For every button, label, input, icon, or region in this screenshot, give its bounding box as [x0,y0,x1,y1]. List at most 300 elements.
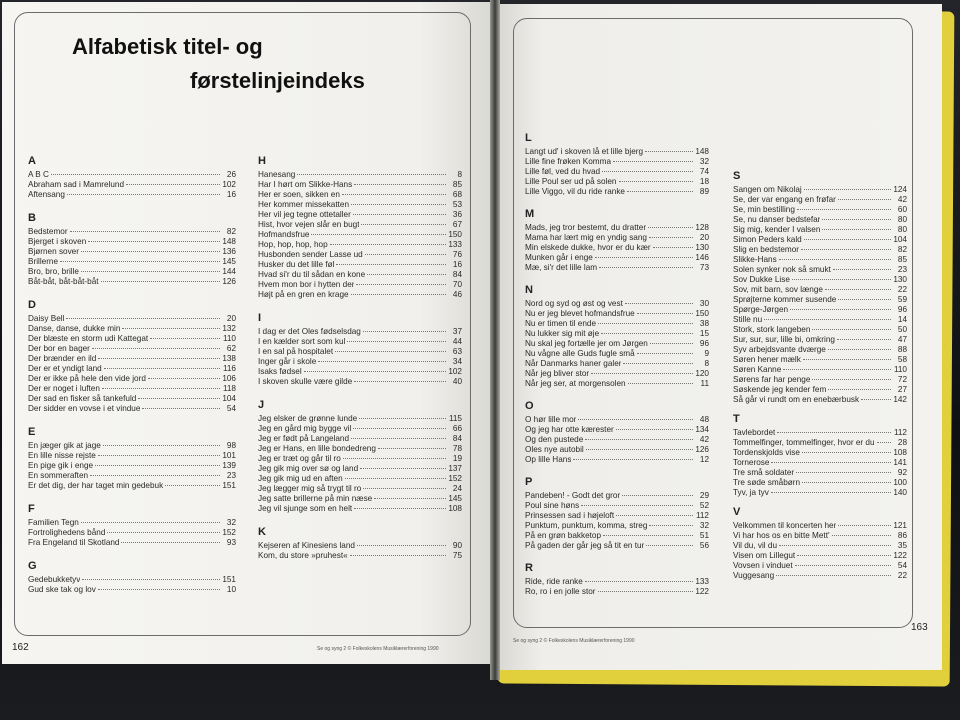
entry-page-number: 23 [897,265,907,274]
dot-leader [81,251,220,252]
entry-page-number: 145 [448,494,462,503]
dot-leader [648,227,693,228]
entry-title: Tommelfinger, tommelfinger, hvor er du [733,438,875,447]
entry-title: En jæger gik at jage [28,441,101,450]
entry-title: Nord og syd og øst og vest [525,299,623,308]
dot-leader [619,181,694,182]
entry-title: Hvem mon bor i hytten der [258,280,355,289]
entry-page-number: 48 [699,415,709,424]
index-entry [258,444,462,454]
index-entry [258,260,462,270]
entry-title: Jeg er født på Langeland [258,434,350,443]
index-entry [28,461,236,471]
index-entry [28,451,236,461]
entry-page-number: 37 [452,327,462,336]
entry-title: Jeg gik mig ud en aften [258,474,343,483]
section-letter: I [258,312,262,324]
dot-leader [363,331,446,332]
dot-leader [122,328,220,329]
dot-leader [637,313,693,314]
index-entry [733,551,907,561]
entry-title: Punktum, punktum, komma, streg [525,521,648,530]
dot-leader [98,455,220,456]
entry-title: Tre små soldater [733,468,795,477]
section-letter: P [525,476,533,488]
dot-leader [353,428,446,429]
index-entry [733,325,907,335]
index-entry [525,309,709,319]
entry-page-number: 32 [699,157,709,166]
entry-title: Tavlebordet [733,428,776,437]
entry-title: Der er ikke på hele den vide jord [28,374,146,383]
dot-leader [650,343,693,344]
entry-title: Brillerne [28,257,59,266]
dot-leader [616,515,693,516]
entry-page-number: 51 [699,531,709,540]
entry-page-number: 102 [448,367,462,376]
index-section-v [733,506,907,581]
entry-page-number: 150 [695,309,709,318]
entry-title: Kejseren af Kinesiens land [258,541,355,550]
index-entry [28,190,236,200]
entry-title: Bjerget i skoven [28,237,87,246]
entry-title: I dag er det Oles fødselsdag [258,327,361,336]
entry-page-number: 98 [226,441,236,450]
entry-title: Se, min bestilling [733,205,795,214]
dot-leader [601,333,693,334]
index-section-i [258,312,462,387]
dot-leader [98,589,220,590]
entry-title: Sprøjterne kommer susende [733,295,837,304]
index-entry [28,364,236,374]
dot-leader [102,388,220,389]
dot-leader [779,259,891,260]
section-letter: J [258,399,265,411]
entry-title: Nu lukker sig mit øje [525,329,600,338]
dot-leader [777,432,891,433]
index-entry [525,435,709,445]
index-section-f [28,503,236,548]
index-entry [525,167,709,177]
entry-title: Husbonden sender Lasse ud [258,250,363,259]
dot-leader [573,459,693,460]
dot-leader [828,349,891,350]
dot-leader [833,269,891,270]
dot-leader [602,171,693,172]
index-section-e [28,426,236,491]
dot-leader [343,458,446,459]
dot-leader [771,492,891,493]
index-entry [258,414,462,424]
section-letter: A [28,155,36,167]
dot-leader [625,303,693,304]
dot-leader [360,468,446,469]
entry-page-number: 56 [699,541,709,550]
index-entry [258,250,462,260]
index-entry [28,180,236,190]
index-entry [258,190,462,200]
entry-page-number: 74 [699,167,709,176]
entry-page-number: 11 [700,379,709,388]
entry-title: I skoven skulle være gilde [258,377,353,386]
index-entry [733,521,907,531]
dot-leader [812,329,891,330]
dot-leader [165,485,220,486]
right-index-column-1 [525,132,709,597]
section-letter: E [28,426,36,438]
index-title-line2: førstelinjeindeks [190,68,365,93]
entry-title: Inger går i skole [258,357,317,366]
index-entry [28,334,236,344]
index-entry [525,511,709,521]
right-page [497,4,942,670]
index-entry [28,227,236,237]
entry-title: Nu skal jeg fortælle jer om Jørgen [525,339,648,348]
index-section-m [525,208,709,273]
dot-leader [803,359,891,360]
index-entry [733,365,907,375]
entry-page-number: 16 [226,190,236,199]
entry-page-number: 9 [704,349,709,358]
section-letter: R [525,562,533,574]
dot-leader [591,373,693,374]
entry-title: Oles nye autobil [525,445,584,454]
dot-leader [374,498,446,499]
entry-page-number: 18 [699,177,709,186]
dot-leader [613,161,693,162]
index-entry [525,253,709,263]
index-entry [733,315,907,325]
entry-page-number: 118 [222,384,236,393]
entry-title: Hofmandsfrue [258,230,310,239]
index-section-r [525,562,709,597]
index-entry [525,329,709,339]
entry-title: Der sad en fisker så tankefuld [28,394,137,403]
dot-leader [623,363,693,364]
entry-page-number: 136 [222,247,236,256]
entry-page-number: 20 [226,314,236,323]
entry-page-number: 140 [893,488,907,497]
index-entry [28,538,236,548]
index-entry [28,518,236,528]
entry-title: Når jeg ser, at morgensolen [525,379,626,388]
dot-leader [585,439,693,440]
index-entry [733,225,907,235]
dot-leader [603,535,693,536]
index-entry [525,415,709,425]
dot-leader [622,495,693,496]
dot-leader [95,465,220,466]
entry-page-number: 145 [222,257,236,266]
entry-page-number: 104 [893,235,907,244]
entry-page-number: 75 [452,551,462,560]
entry-title: Tre søde småbørn [733,478,801,487]
entry-page-number: 116 [222,364,236,373]
dot-leader [646,545,693,546]
entry-title: Pandeben! - Godt det gror [525,491,621,500]
dot-leader [345,478,446,479]
entry-page-number: 88 [897,345,907,354]
index-entry [28,384,236,394]
index-entry [733,245,907,255]
dot-leader [350,555,446,556]
entry-page-number: 63 [452,347,462,356]
dot-leader [304,371,446,372]
entry-page-number: 15 [699,329,709,338]
section-letter: L [525,132,532,144]
index-entry [258,377,462,387]
dot-leader [595,257,693,258]
dot-leader [838,525,891,526]
dot-leader [581,505,693,506]
dot-leader [599,267,693,268]
entry-title: I en sal på hospitalet [258,347,334,356]
section-letter: G [28,560,37,572]
index-entry [258,551,462,561]
dot-leader [66,318,220,319]
dot-leader [335,351,446,352]
index-entry [258,337,462,347]
index-section-h [258,155,462,300]
entry-page-number: 102 [222,180,236,189]
dot-leader [142,408,220,409]
entry-title: Danse, danse, dukke min [28,324,121,333]
entry-page-number: 100 [893,478,907,487]
index-entry [28,247,236,257]
dot-leader [796,472,891,473]
entry-page-number: 34 [452,357,462,366]
entry-title: Og den pustede [525,435,584,444]
entry-title: En lille nisse rejste [28,451,96,460]
entry-title: Bro, bro, brille [28,267,79,276]
entry-title: Langt ud' i skoven lå et lille bjerg [525,147,644,156]
entry-page-number: 47 [897,335,907,344]
dot-leader [649,237,693,238]
index-entry [258,504,462,514]
index-entry [733,335,907,345]
dot-leader [804,239,891,240]
entry-title: Jeg er træt og går til ro [258,454,341,463]
index-entry [258,230,462,240]
entry-page-number: 115 [448,414,462,423]
dot-leader [783,369,891,370]
dot-leader [616,429,693,430]
dot-leader [138,398,220,399]
index-entry [525,233,709,243]
index-section-n [525,284,709,389]
index-entry [525,147,709,157]
index-entry [258,220,462,230]
index-title-line1: Alfabetisk titel- og [72,34,263,59]
entry-page-number: 133 [695,577,709,586]
index-entry [258,541,462,551]
entry-page-number: 26 [226,170,236,179]
index-entry [525,521,709,531]
entry-title: Så går vi rundt om en enebærbusk [733,395,860,404]
entry-title: Tornerose [733,458,770,467]
entry-page-number: 112 [695,511,709,520]
entry-page-number: 110 [222,334,236,343]
dot-leader [361,224,446,225]
entry-title: Båt-båt, båt-båt-båt [28,277,99,286]
entry-title: Højt på en gren en krage [258,290,349,299]
entry-page-number: 50 [897,325,907,334]
index-entry [733,265,907,275]
dot-leader [812,379,891,380]
entry-page-number: 92 [897,468,907,477]
book-spine [490,0,500,680]
index-entry [525,243,709,253]
entry-title: Mæ, si'r det lille lam [525,263,598,272]
dot-leader [598,591,693,592]
section-letter: H [258,155,266,167]
page-number: 162 [12,642,29,653]
index-entry [733,428,907,438]
index-entry [733,561,907,571]
entry-title: Søren Kanne [733,365,782,374]
index-entry [258,210,462,220]
section-letter: T [733,413,740,425]
entry-title: Abraham sad i Mamrelund [28,180,125,189]
index-entry [733,255,907,265]
dot-leader [347,341,446,342]
entry-page-number: 19 [452,454,462,463]
entry-title: Ride, ride ranke [525,577,583,586]
entry-title: På en grøn bakketop [525,531,602,540]
entry-page-number: 32 [699,521,709,530]
entry-title: Min elskede dukke, hvor er du kær [525,243,651,252]
entry-page-number: 66 [452,424,462,433]
entry-title: Simon Peders kald [733,235,802,244]
entry-title: Sig mig, kender I valsen [733,225,821,234]
entry-title: Fortrolighedens bånd [28,528,106,537]
entry-page-number: 82 [226,227,236,236]
entry-page-number: 28 [897,438,907,447]
dot-leader [801,249,891,250]
index-entry [525,491,709,501]
entry-title: Sangen om Nikolaj [733,185,802,194]
dot-leader [351,204,446,205]
left-page [2,2,493,664]
index-entry [28,257,236,267]
entry-title: Tordenskjolds vise [733,448,800,457]
entry-title: Gud ske tak og lov [28,585,96,594]
section-letter: M [525,208,535,220]
entry-page-number: 22 [897,571,907,580]
entry-title: På gaden der går jeg så tit en tur [525,541,645,550]
index-entry [525,425,709,435]
entry-title: Her kommer missekatten [258,200,349,209]
entry-title: Familien Tegn [28,518,79,527]
index-section-s [733,170,907,405]
entry-page-number: 108 [893,448,907,457]
entry-title: Sørens far har penge [733,375,811,384]
index-entry [525,577,709,587]
entry-page-number: 54 [897,561,907,570]
index-entry [28,575,236,585]
index-section-a [28,155,236,200]
dot-leader [822,219,891,220]
entry-page-number: 84 [452,270,462,279]
dot-leader [88,241,220,242]
index-entry [258,474,462,484]
section-letter: D [28,299,36,311]
dot-leader [825,289,891,290]
section-letter: K [258,526,266,538]
entry-page-number: 53 [452,200,462,209]
entry-page-number: 106 [222,374,236,383]
dot-leader [354,184,446,185]
entry-page-number: 148 [222,237,236,246]
entry-title: Slig en bedstemor [733,245,799,254]
entry-title: Lille fine frøken Komma [525,157,612,166]
entry-page-number: 90 [452,541,462,550]
entry-title: Bedstemor [28,227,68,236]
entry-title: Hanesang [258,170,296,179]
entry-title: Lille Viggo, vil du ride ranke [525,187,625,196]
entry-page-number: 151 [222,575,236,584]
entry-page-number: 36 [452,210,462,219]
index-entry [258,280,462,290]
entry-title: Jeg satte brillerne på min næse [258,494,373,503]
index-entry [525,319,709,329]
index-entry [28,324,236,334]
entry-title: Daisy Bell [28,314,65,323]
entry-page-number: 40 [452,377,462,386]
index-entry [525,587,709,597]
entry-page-number: 146 [695,253,709,262]
entry-title: Vovsen i vinduet [733,561,793,570]
entry-title: Poul sine høns [525,501,580,510]
entry-page-number: 151 [222,481,236,490]
index-entry [28,585,236,595]
index-entry [733,438,907,448]
entry-title: Munken går i enge [525,253,593,262]
index-entry [258,494,462,504]
dot-leader [779,545,891,546]
index-entry [258,327,462,337]
dot-leader [838,299,891,300]
index-entry [525,223,709,233]
dot-leader [363,488,446,489]
dot-leader [126,184,220,185]
index-entry [258,180,462,190]
index-entry [28,267,236,277]
entry-title: Har I hørt om Slikke-Hans [258,180,353,189]
entry-title: Gedebukketyv [28,575,81,584]
dot-leader [359,418,446,419]
entry-title: Se, der var engang en frøfar [733,195,836,204]
entry-page-number: 35 [897,541,907,550]
entry-page-number: 78 [452,444,462,453]
entry-page-number: 124 [893,185,907,194]
entry-title: Bjørnen sover [28,247,79,256]
entry-page-number: 120 [695,369,709,378]
dot-leader [356,284,446,285]
index-entry [258,200,462,210]
entry-page-number: 38 [699,319,709,328]
dot-leader [365,254,446,255]
entry-page-number: 142 [893,395,907,404]
entry-page-number: 112 [893,428,907,437]
index-entry [258,270,462,280]
entry-title: Fra Engeland til Skotland [28,538,120,547]
dot-leader [804,189,891,190]
entry-page-number: 12 [699,455,709,464]
entry-page-number: 46 [452,290,462,299]
index-entry [258,464,462,474]
entry-title: Sov, mit barn, sov længe [733,285,823,294]
